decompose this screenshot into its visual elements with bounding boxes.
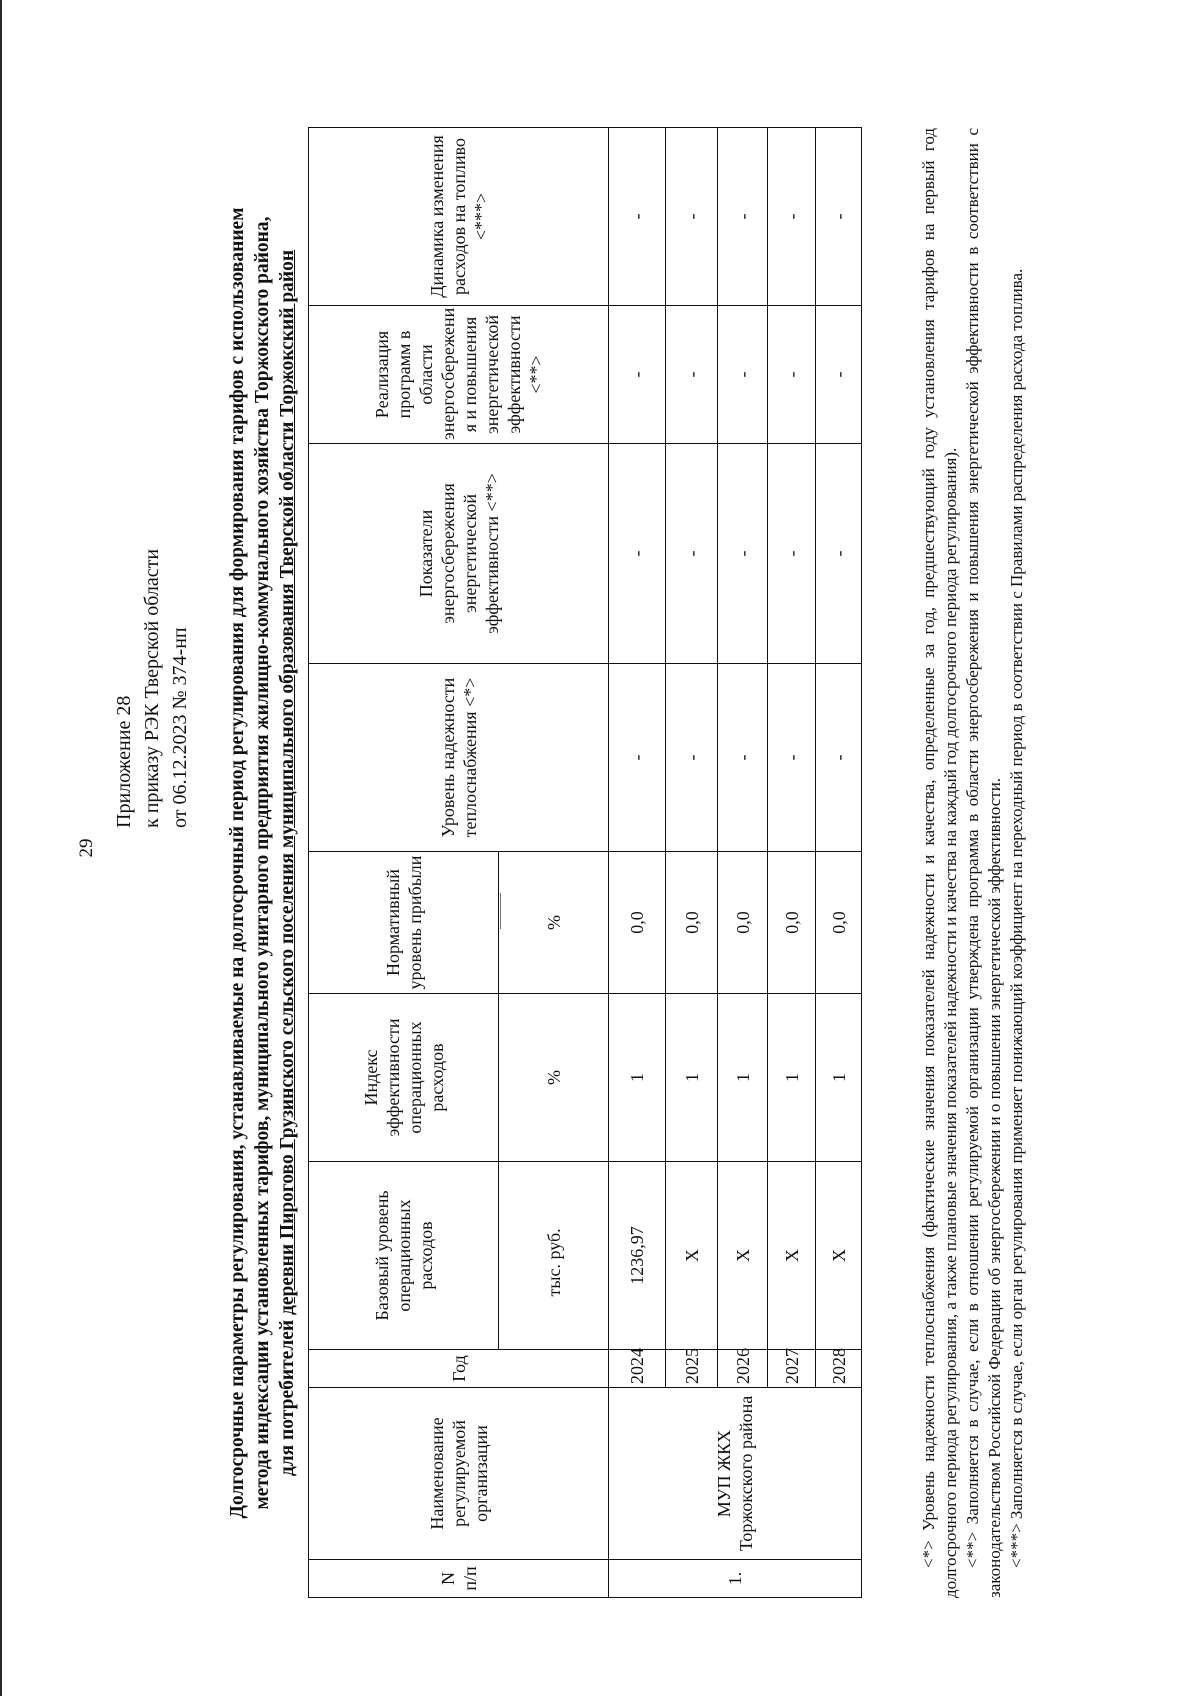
- appendix-line-2: к приказу РЭК Тверской области: [141, 548, 163, 828]
- cell-reliability: -: [609, 664, 666, 852]
- cell-index: 1: [666, 994, 718, 1162]
- header-org: Наименование регулируемой организации: [309, 1388, 609, 1560]
- cell-reliability: -: [666, 664, 718, 852]
- header-fuel: Динамика изменения расходов на топливо <***>: [309, 128, 609, 306]
- cell-fuel: -: [609, 128, 666, 306]
- cell-base: 1236,97: [609, 1162, 666, 1350]
- header-reliability: Уровень надежности теплоснабжения <*>: [309, 664, 609, 852]
- cell-year: 2027: [768, 1350, 816, 1388]
- cell-fuel: -: [816, 128, 862, 306]
- cell-profit: 0,0: [609, 852, 666, 994]
- footnote-3: <***> Заполняется в случае, если орган регулирования применяет понижающий коэффициент на переходный период в соответствии с Правилами распределения расхода топлива.: [1007, 268, 1026, 1568]
- cell-index: 1: [718, 994, 768, 1162]
- appendix-line-3: от 06.12.2023 № 374-нп: [169, 627, 191, 828]
- table-row: [816, 128, 862, 1598]
- table-row: [718, 128, 768, 1598]
- cell-base: Х: [666, 1162, 718, 1350]
- cell-profit: 0,0: [816, 852, 862, 994]
- footnote-2: <**> Заполняется в случае, если в отношении регулируемой организации утверждена программа в области энергосбережения и повышения энергетической эффективности в соответствии с законодательством Российской Федерации об энергосбережении и о повышении энергетической эффективности.: [963, 128, 1004, 1598]
- cell-programs: -: [768, 306, 816, 444]
- scan-edge-line: [0, 0, 2, 1696]
- cell-energy: -: [768, 444, 816, 664]
- cell-base: Х: [768, 1162, 816, 1350]
- cell-fuel: -: [768, 128, 816, 306]
- cell-energy: -: [718, 444, 768, 664]
- cell-year: 2025: [666, 1350, 718, 1388]
- cell-profit: 0,0: [666, 852, 718, 994]
- appendix-block: [110, 448, 194, 828]
- cell-profit: 0,0: [718, 852, 768, 994]
- header-efficiency-index: Индекс эффективности операционных расходов: [309, 994, 499, 1162]
- cell-energy: -: [609, 444, 666, 664]
- cell-programs: -: [816, 306, 862, 444]
- rotated-page: [70, 58, 1130, 1638]
- cell-year: 2028: [816, 1350, 862, 1388]
- table-row: [609, 128, 666, 1598]
- page-number: 29: [76, 838, 97, 858]
- table-row: [768, 128, 816, 1598]
- title-line-1: Долгосрочные параметры регулирования, устанавливаемые на долгосрочный период регулирования для формирования тарифов с использованием: [227, 207, 248, 1519]
- cell-year: 2024: [609, 1350, 666, 1388]
- document-title: [225, 128, 300, 1598]
- cell-index: 1: [609, 994, 666, 1162]
- unit-base: тыс. руб.: [499, 1162, 609, 1300]
- header-energy-indicators: Показатели энергосбережения энергетической эффективности <**>: [309, 444, 609, 664]
- cell-reliability: -: [768, 664, 816, 852]
- cell-base: Х: [816, 1162, 862, 1350]
- cell-fuel: -: [666, 128, 718, 306]
- unit-profit: %: [499, 852, 609, 994]
- header-programs: Реализация программ в области энергосбережени я и повышения энергетической эффективности <**>: [309, 306, 609, 444]
- parameters-table: [308, 127, 862, 1598]
- header-num: N п/п: [309, 1560, 609, 1598]
- unit-index: %: [499, 994, 609, 1162]
- header-year: Год: [309, 1350, 609, 1388]
- title-line-3-plain: для потребителей: [277, 1314, 298, 1477]
- cell-energy: -: [816, 444, 862, 664]
- org-name: МУП ЖКХ Торжокского района: [609, 1388, 862, 1560]
- header-profit: Нормативный уровень прибыли: [309, 852, 499, 994]
- cell-energy: -: [666, 444, 718, 664]
- cell-fuel: -: [718, 128, 768, 306]
- cell-year: 2026: [718, 1350, 768, 1388]
- footnotes: [918, 128, 1028, 1598]
- appendix-line-1: Приложение 28: [113, 695, 135, 828]
- title-line-3: [275, 128, 300, 1598]
- header-base-spacer: [499, 1300, 609, 1350]
- title-line-2: метода индексации установленных тарифов, муниципального унитарного предприятия жилищно-коммунального хозяйства Торжокского района,: [252, 216, 273, 1510]
- table-row: [666, 128, 718, 1598]
- cell-reliability: -: [718, 664, 768, 852]
- footnote-1: <*> Уровень надежности теплоснабжения (фактические значения показателей надежности и качества, определенные за год, предшествующий году установления тарифов на первый год долгосрочного периода регулирования, а также плановые значения показателей надежности и качества на каждый год долгосрочного периода регулирования).: [919, 128, 960, 1598]
- cell-programs: -: [718, 306, 768, 444]
- cell-index: 1: [768, 994, 816, 1162]
- cell-profit: 0,0: [768, 852, 816, 994]
- cell-base: Х: [718, 1162, 768, 1350]
- cell-programs: -: [666, 306, 718, 444]
- row-number: 1.: [609, 1560, 862, 1598]
- cell-reliability: -: [816, 664, 862, 852]
- title-line-3-underlined: деревни Пирогово Грузинского сельского поселения муниципального образования Тверской области Торжокский район: [277, 249, 298, 1315]
- cell-programs: -: [609, 306, 666, 444]
- header-base-costs: Базовый уровень операционных расходов: [309, 1162, 499, 1350]
- cell-index: 1: [816, 994, 862, 1162]
